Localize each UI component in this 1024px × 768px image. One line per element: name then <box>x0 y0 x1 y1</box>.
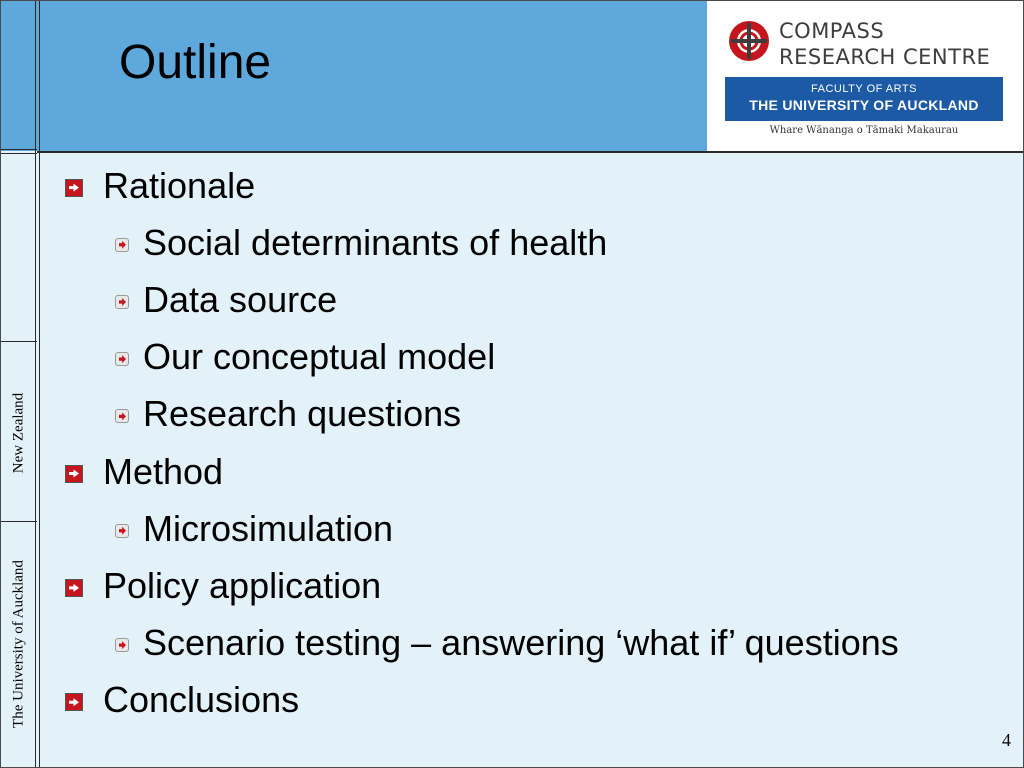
sidebar-divider <box>1 153 37 154</box>
outline-item <box>61 557 899 614</box>
arrow-bullet-icon <box>115 295 129 309</box>
left-sidebar <box>1 1 37 767</box>
sidebar-divider <box>1 521 37 522</box>
outline-item-text: Our conceptual model <box>143 336 496 378</box>
arrow-bullet-icon <box>115 238 129 252</box>
header-divider <box>1 151 1023 153</box>
outline-item-text: Data source <box>143 278 338 320</box>
outline-subitem <box>61 271 899 328</box>
arrow-bullet-icon <box>115 352 129 366</box>
sidebar-divider <box>1 149 37 150</box>
outline-item-text: Microsimulation <box>143 507 394 549</box>
outline-item <box>61 443 899 500</box>
outline-item-text: Research questions <box>143 393 462 435</box>
slide-title: Outline <box>119 36 272 89</box>
arrow-bullet-icon <box>115 409 129 423</box>
sidebar-header-band <box>1 1 37 151</box>
square-arrow-bullet-icon <box>65 465 83 483</box>
outline-subitem <box>61 500 899 557</box>
logo-name-line1: COMPASS <box>779 19 885 43</box>
sidebar-university-label: The University of Auckland <box>10 560 27 728</box>
compass-emblem-icon <box>727 19 771 63</box>
outline-list <box>61 157 899 729</box>
logo-name-line2: RESEARCH CENTRE <box>779 45 991 69</box>
outline-subitem <box>61 615 899 672</box>
university-label: THE UNIVERSITY OF AUCKLAND <box>749 97 979 113</box>
outline-subitem <box>61 386 899 443</box>
outline-item <box>61 157 899 214</box>
logo-tagline: Whare Wānanga o Tāmaki Makaurau <box>769 125 959 136</box>
compass-logo <box>707 1 1023 151</box>
page-number: 4 <box>1002 730 1011 750</box>
header-band <box>1 1 707 151</box>
arrow-bullet-icon <box>115 524 129 538</box>
outline-subitem <box>61 329 899 386</box>
square-arrow-bullet-icon <box>65 693 83 711</box>
outline-item-text: Method <box>103 450 224 492</box>
faculty-label: FACULTY OF ARTS <box>811 83 917 95</box>
university-banner <box>725 77 1003 121</box>
outline-item-text: Scenario testing – answering ‘what if’ questions <box>143 622 899 664</box>
arrow-bullet-icon <box>115 638 129 652</box>
square-arrow-bullet-icon <box>65 579 83 597</box>
square-arrow-bullet-icon <box>65 179 83 197</box>
sidebar-country-label: New Zealand <box>10 392 27 474</box>
outline-item-text: Conclusions <box>103 679 300 721</box>
sidebar-divider <box>1 341 37 342</box>
outline-subitem <box>61 214 899 271</box>
sidebar-border-line <box>35 1 36 767</box>
outline-item <box>61 672 899 729</box>
sidebar-border-line <box>39 1 40 767</box>
outline-item-text: Policy application <box>103 564 382 606</box>
outline-item-text: Social determinants of health <box>143 221 608 263</box>
outline-item-text: Rationale <box>103 164 256 206</box>
